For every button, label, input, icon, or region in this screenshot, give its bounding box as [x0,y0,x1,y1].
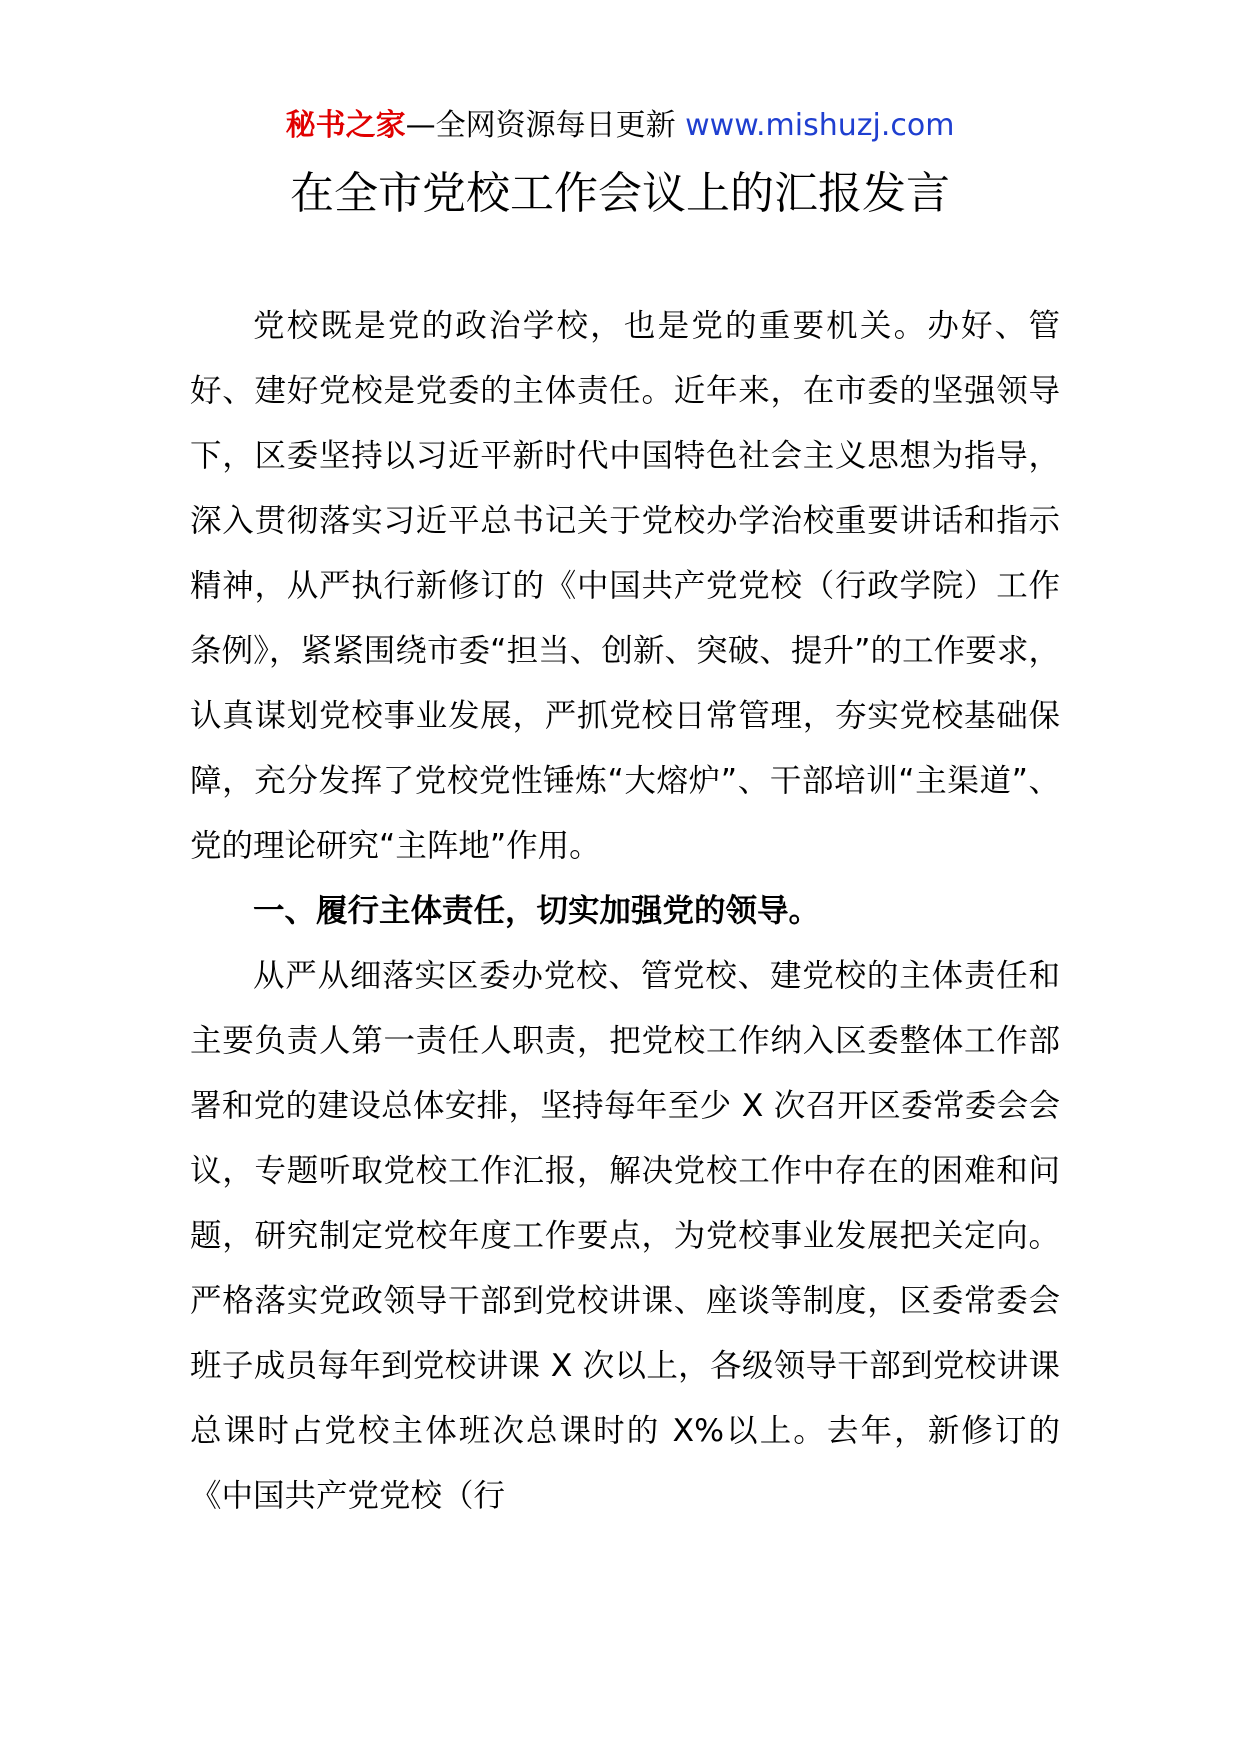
document-title: 在全市党校工作会议上的汇报发言 [290,168,950,219]
document-body [190,294,1060,1529]
site-header [0,104,1240,148]
paragraph-section-1: 从严从细落实区委办党校、管党校、建党校的主体责任和主要负责人第一责任人职责，把党校工作纳入区委整体工作部署和党的建设总体安排，坚持每年至少 X 次召开区委常委会会议，专题听取党校工作汇报，解决党校工作中存在的困难和问题，研究制定党校年度工作要点，为党校事业发展把关定向。严格落实党政领导干部到党校讲课、座谈等制度，区委常委会班子成员每年到党校讲课 X 次以上，各级领导干部到党校讲课总课时占党校主体班次总课时的 X%以上。去年，新修订的《中国共产党党校（行 [190,958,1060,1514]
site-url-link[interactable]: www.mishuzj.com [685,108,955,143]
site-tagline: —全网资源每日更新 [405,108,686,143]
section-heading-1: 一、履行主体责任，切实加强党的领导。 [253,893,821,929]
site-name: 秘书之家 [285,108,406,143]
paragraph-intro: 党校既是党的政治学校，也是党的重要机关。办好、管好、建好党校是党委的主体责任。近年来，在市委的坚强领导下，区委坚持以习近平新时代中国特色社会主义思想为指导，深入贯彻落实习近平总书记关于党校办学治校重要讲话和指示精神，从严执行新修订的《中国共产党党校（行政学院）工作条例》，紧紧围绕市委“担当、创新、突破、提升”的工作要求，认真谋划党校事业发展，严抓党校日常管理，夯实党校基础保障，充分发挥了党校党性锤炼“大熔炉”、干部培训“主渠道”、党的理论研究“主阵地”作用。 [190,308,1060,864]
